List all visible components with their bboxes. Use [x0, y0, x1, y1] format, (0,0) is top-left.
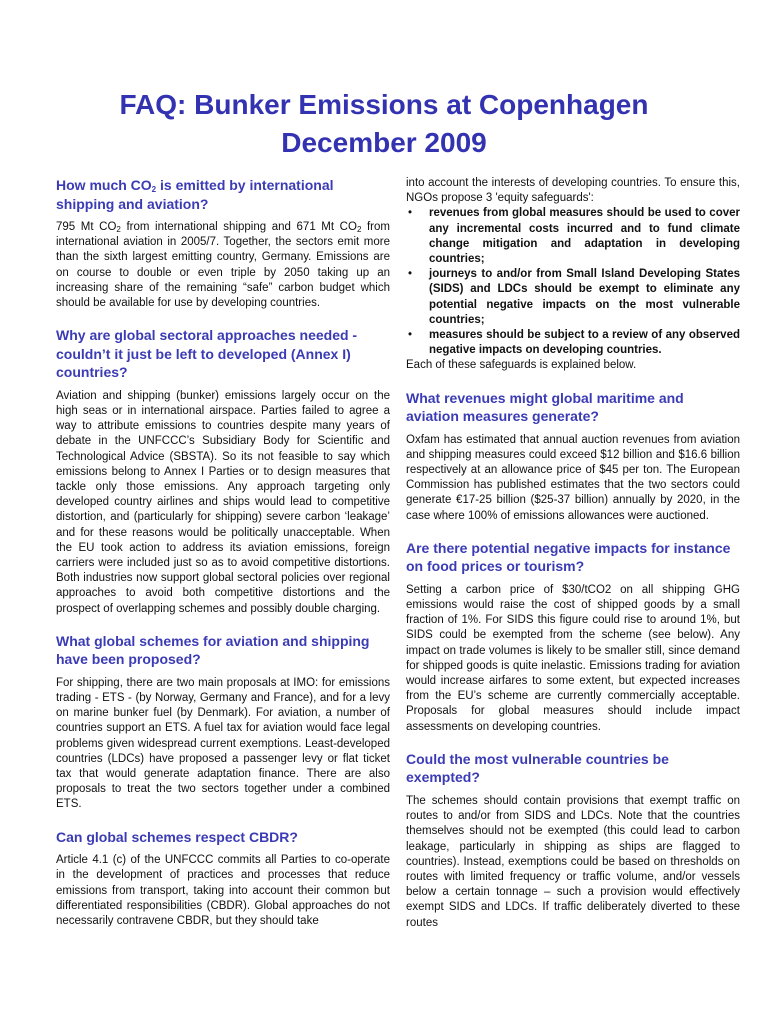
answer-negative-impacts: Setting a carbon price of $30/tCO2 on all shipping GHG emissions would raise the cost of shipped goods by a small fraction of 1%. For SIDS this figure could rise to around 1%, but SIDS could be exempted from the scheme (see below). Any impact on trade volumes is likely to be smaller still, since demand for shipped goods is quite inelastic. Emissions trading for aviation would increase airfares to some extent, but expected increases from the EU’s scheme are currently commercially acceptable. Proposals for global measures should include impact assessments on developing countries. — [406, 583, 740, 733]
question-revenues: What revenues might global maritime and aviation measures generate? — [406, 389, 684, 425]
right-column — [406, 176, 740, 931]
bullet-icon: • — [408, 207, 413, 220]
question-negative-impacts: Are there potential negative impacts for instance on food prices or tourism? — [406, 539, 731, 575]
answer-global-schemes: For shipping, there are two main proposals at IMO: for emissions trading - ETS - (by Norway, Germany and France), and for a levy on marine bunker fuel (by Denmark). For aviation, a number of countries support an ETS. A fuel tax for aviation would face legal problems given widespread current exemptions. Least-developed countries (LDCs) have proposed a passenger levy or flat ticket tax that would generate adaptation finance. There are also proposals to treat the two sectors together under a combined ETS. — [56, 676, 390, 811]
answer-cbdr: Article 4.1 (c) of the UNFCCC commits all Parties to co-operate in the development of practices and processes that reduce emissions from transport, taking into account their common but differentiated responsibilities (CBDR). Global approaches do not necessarily contravene CBDR, but they should take — [56, 854, 390, 927]
answer-revenues: Oxfam has estimated that annual auction revenues from aviation and shipping measures could exceed $12 billion and $16.6 billion respectively at an allowance price of $45 per ton. The European Commission has published estimates that the two sectors could generate €17-25 billion ($25-37 billion) annually by 2020, in the case where 100% of emissions allowances were auctioned. — [406, 433, 740, 522]
bullet-icon: • — [408, 329, 413, 342]
safeguards-explained: Each of these safeguards is explained below. — [406, 359, 637, 372]
document-title — [0, 86, 768, 162]
question-global-schemes: What global schemes for aviation and shipping have been proposed? — [56, 632, 370, 668]
title-line-2: December 2009 — [281, 127, 487, 158]
question-vulnerable-exempted: Could the most vulnerable countries be exempted? — [406, 750, 669, 786]
bullet-icon: • — [408, 268, 413, 281]
list-item: • journeys to and/or from Small Island Developing States (SIDS) and LDCs should be exempt to eliminate any potential negative impacts on the most vulnerable countries; — [408, 268, 740, 326]
list-item: • revenues from global measures should be used to cover any incremental costs incurred and to fund climate change mitigation and adaptation in developing countries; — [408, 207, 740, 266]
title-line-1: FAQ: Bunker Emissions at Copenhagen — [119, 89, 649, 120]
list-item: • measures should be subject to a review of any observed negative impacts on developing countries. — [408, 329, 740, 357]
answer-cbdr-continued: into account the interests of developing countries. To ensure this, NGOs propose 3 'equity safeguards': — [406, 177, 740, 205]
answer-vulnerable-exempted: The schemes should contain provisions that exempt traffic on routes to and/or from SIDS and LDCs. Note that the countries themselves should not be exempted (this could lead to carbon leakage, particularly in shipping as ships are flagged to countries). Instead, exemptions could be based on thresholds on routes with limited frequency or traffic volume, and/or vessels below a certain tonnage – such a provision would effectively exempt SIDS and LDCs. If traffic deliberately diverted to these routes — [406, 794, 740, 929]
answer-co2-emitted: 795 Mt $CO_2$ from international shipping and 671 Mt $CO_2$ from international aviation in 2005/7. Together, the sectors emit more than the sixth largest emitting country, Germany. Emissions are on course to double or even triple by 2050 taking up an increasing share of the remaining “safe” carbon budget which should be available for use by developing countries. — [56, 221, 390, 310]
question-co2-emitted: How much $CO_2$ is emitted by international shipping and aviation? — [56, 177, 334, 212]
question-cbdr: Can global schemes respect CBDR? — [56, 828, 298, 845]
left-column — [56, 176, 390, 929]
equity-safeguards-list — [406, 206, 740, 358]
question-why-global: Why are global sectoral approaches needed - couldn’t it just be left to developed (Annex I) countries? — [56, 327, 358, 381]
answer-why-global: Aviation and shipping (bunker) emissions largely occur on the high seas or in international airspace. Parties failed to agree a way to attribute emissions to countries despite many years of debate in the UNFCCC’s Subsidiary Body for Scientific and Technological Advice (SBSTA). So its not feasible to say which emissions belong to Annex I Parties or to design measures that tackle only those emissions. Any approach targeting only developed country airlines and ships would lead to competitive distortion, and (particularly for shipping) severe carbon ‘leakage’ and for these reasons would be politically unacceptable. When the EU took action to address its aviation emissions, foreign carriers were included just so as to avoid competitive distortions. Both industries now support global sectoral policies over regional approaches to avoid both competitive distortions and the prospect of overlapping schemes and possibly double charging. — [56, 389, 390, 615]
